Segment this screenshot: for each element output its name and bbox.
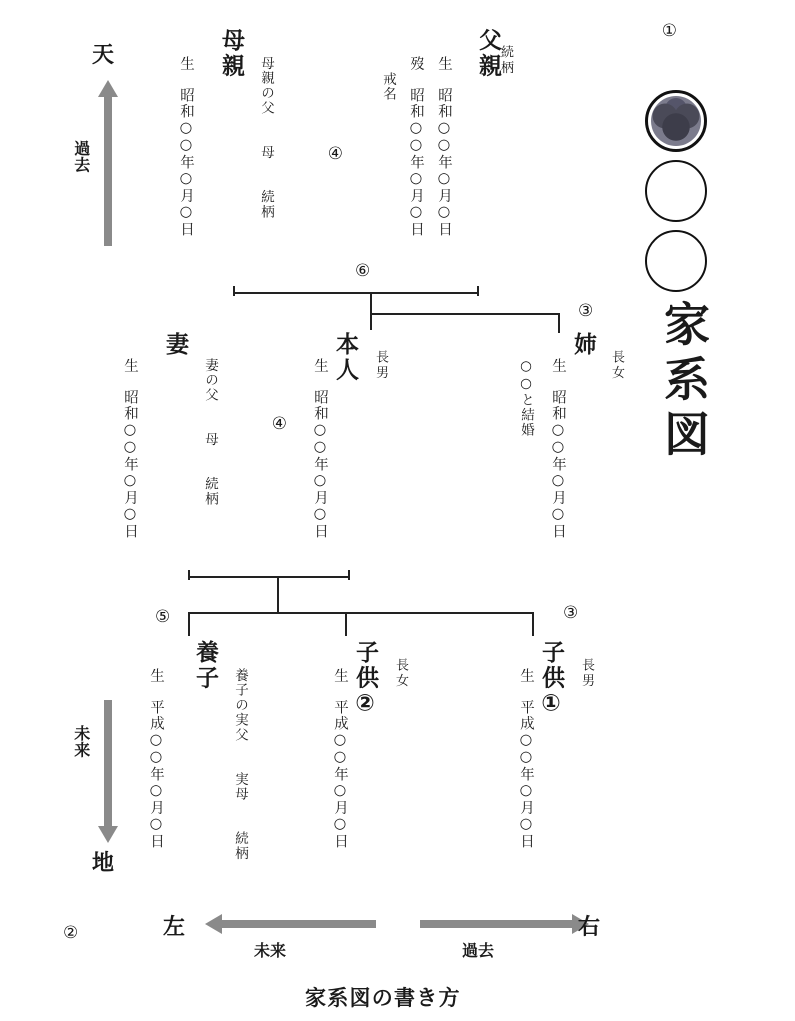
person-mother-birth: 生 昭和○○年○月○日 [178,56,194,238]
axis-label-future-horizontal: 未来 [254,941,287,960]
person-mother-marker: ④ [327,144,343,164]
person-sister-name: 姉 [570,332,596,358]
sibling-bar-self-sister [370,313,560,315]
surname-circle-1 [645,160,707,222]
axis-label-past-vertical: 過去 [71,140,91,174]
axis-label-top: 天 [92,43,115,68]
union-bar-parents [233,292,478,294]
sibling-drop-adopted [188,612,190,636]
person-mother-parents: 母親の父 母 続柄 [258,56,274,220]
person-child2-relation: 長女 [393,658,408,689]
sibling-drop-sister [558,313,560,333]
person-adopted-birth: 生 平成○○年○月○日 [148,668,164,850]
union-drop-parents [370,292,372,330]
crest-marker: ① [661,21,677,41]
axis-arrow-left-shaft [221,920,376,928]
axis-arrow-up-head [98,80,118,97]
title-char-1: 家 [657,300,711,349]
person-sister-birth: 生 昭和○○年○月○日 [550,358,566,540]
union-tick-self [348,570,350,580]
page-caption: 家系図の書き方 [305,986,461,1010]
person-father-posthumous-name: 戒名 [380,72,396,102]
axis-arrow-up-shaft [104,96,112,246]
person-self-birth: 生 昭和○○年○月○日 [312,358,328,540]
axis-label-past-horizontal: 過去 [462,941,495,960]
axis-label-future-vertical: 未来 [71,725,91,759]
person-adopted-parents: 養子の実父 実母 続柄 [232,668,248,862]
union-tick-wife [188,570,190,580]
person-sister-relation: 長女 [609,350,624,381]
person-wife-name: 妻 [162,332,188,358]
person-child2-birth: 生 平成○○年○月○日 [332,668,348,850]
axis-arrow-down-head [98,826,118,843]
family-crest-icon [645,90,707,152]
person-wife-marker: ④ [271,414,287,434]
person-father-death: 歿 昭和○○年○月○日 [408,56,424,238]
sibling-drop-child1 [532,612,534,636]
union-bar-self-wife [188,576,350,578]
axis-arrow-down-shaft [104,700,112,828]
person-child1-relation: 長男 [579,658,594,689]
axis-arrow-left-head [205,914,222,934]
union-tick-left [233,286,235,296]
surname-circle-2 [645,230,707,292]
person-self-relation: 長男 [373,350,388,381]
person-self-name: 本人 [332,332,358,383]
person-wife-parents: 妻の父 母 続柄 [202,358,218,507]
person-mother-name: 母親 [218,28,244,79]
sibling-drop-child2 [345,612,347,636]
title-char-2: 系 [657,355,711,404]
person-wife-birth: 生 昭和○○年○月○日 [122,358,138,540]
marker-adopted-branch: ⑤ [155,607,171,627]
marker-parents-union: ⑥ [355,261,371,281]
axis-label-bottom: 地 [92,851,115,876]
person-sister-marriage: ○○と結婚 [518,358,534,438]
marker-sister-branch: ③ [578,301,594,321]
sibling-bar-children [188,612,534,614]
person-child1-name: 子供① [538,640,564,719]
union-drop-self-wife [277,576,279,614]
person-father-name: 父親 [475,28,501,79]
axis-label-right: 右 [578,915,601,940]
marker-children-branch: ③ [563,603,579,623]
union-tick-right [477,286,479,296]
person-child1-birth: 生 平成○○年○月○日 [518,668,534,850]
person-adopted-name: 養子 [192,640,218,691]
person-father-relation: 続柄 [498,45,513,76]
axis-label-left: 左 [163,915,186,940]
person-father-birth: 生 昭和○○年○月○日 [436,56,452,238]
axis-arrow-right-shaft [420,920,575,928]
person-child2-name: 子供② [352,640,378,719]
title-char-3: 図 [657,410,711,459]
axis-bottom-marker: ② [63,923,79,943]
